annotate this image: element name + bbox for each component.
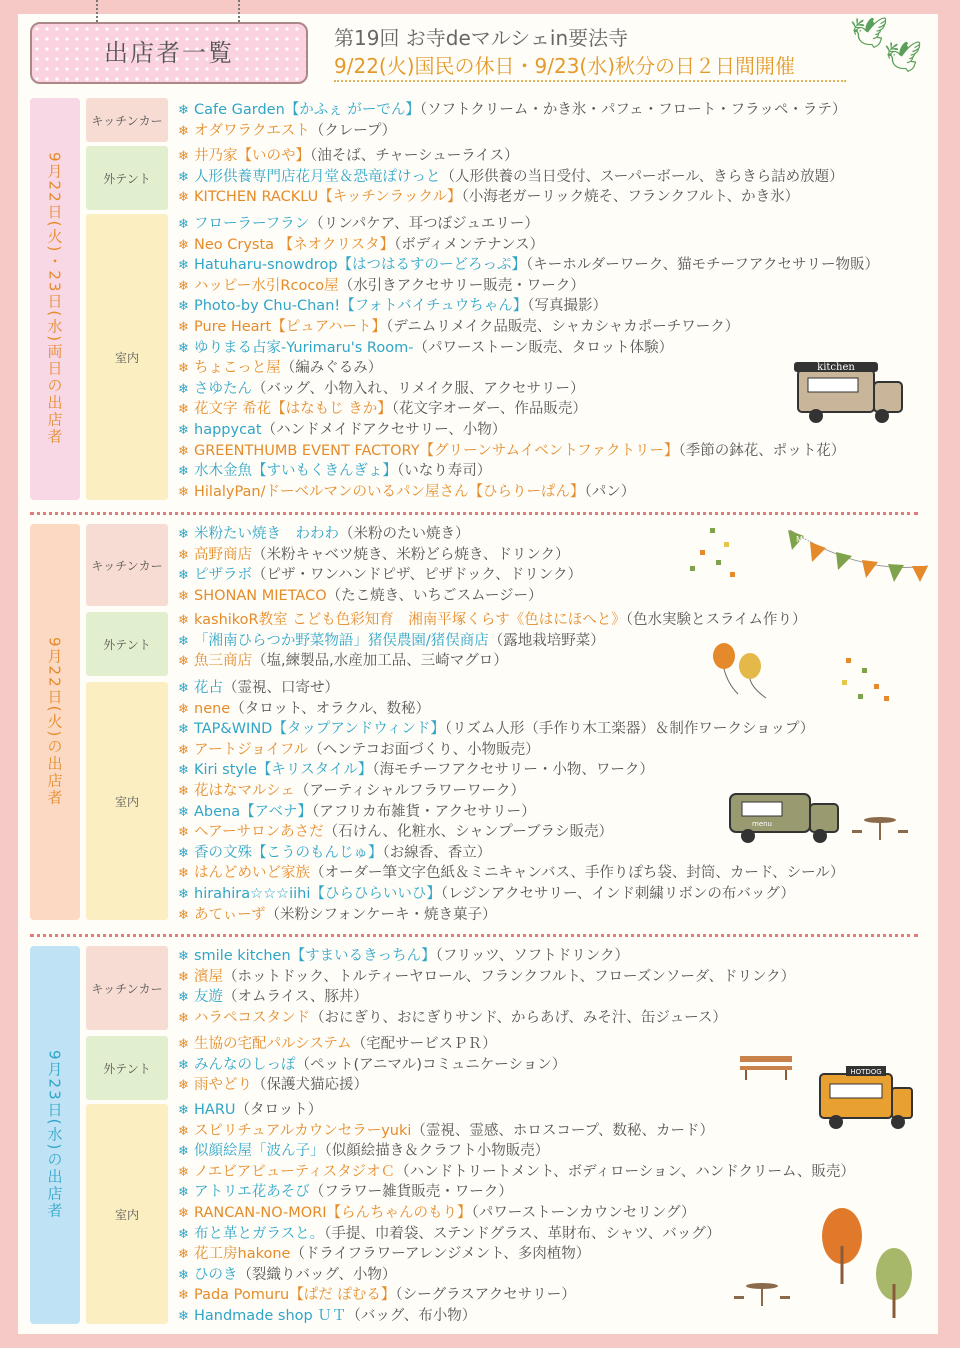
vendor-description: （ヘンテコお面づくり、小物販売） <box>308 741 540 758</box>
vendor-name: 水木金魚【すいもくきんぎょ】 <box>194 463 397 480</box>
vendor-description: （パン） <box>584 483 636 500</box>
vendor-name: ひのき <box>194 1266 238 1283</box>
vendor-row <box>178 338 879 359</box>
vendor-description: （油そば、チャーシューライス） <box>310 148 519 164</box>
vendor-name: オダワラクエスト <box>194 122 310 139</box>
vendor-description: （お線香、香立） <box>382 844 492 861</box>
vendor-name: ヘアーサロンあさだ <box>194 824 324 841</box>
category-kitchen-car: キッチンカー <box>86 946 168 1030</box>
vendor-description: （露地栽培野菜） <box>488 632 605 649</box>
truck-sign: menu <box>752 820 772 828</box>
vendor-description: （ボディメンテナンス） <box>394 236 545 253</box>
vendor-name: あてぃーず <box>194 906 266 923</box>
vendor-row <box>178 524 582 545</box>
snowflake-icon: ❄ <box>178 1267 189 1283</box>
vendor-name: さゆたん <box>194 380 252 397</box>
vendor-row <box>178 760 844 781</box>
snowflake-icon: ❄ <box>178 547 189 563</box>
vendor-list <box>178 1034 566 1096</box>
vendor-name: 「湘南ひらつか野菜物語」猪俣農園/猪俣商店 <box>194 632 489 649</box>
vendor-row <box>178 482 879 503</box>
vendor-name: nene <box>194 700 231 717</box>
vendor-description: （パワーストーン販売、タロット体験） <box>413 339 674 356</box>
snowflake-icon: ❄ <box>178 701 189 717</box>
snowflake-icon: ❄ <box>178 1144 189 1160</box>
category-outdoor-tent: 外テント <box>86 146 168 210</box>
snowflake-icon: ❄ <box>178 103 189 118</box>
food-truck-icon <box>726 786 846 846</box>
vendor-name: HARU <box>194 1102 236 1118</box>
vendor-row <box>178 1244 855 1265</box>
snowflake-icon: ❄ <box>178 1123 189 1139</box>
vendor-list <box>178 100 846 141</box>
snowflake-icon: ❄ <box>178 1103 189 1118</box>
category-kitchen-car: キッチンカー <box>86 98 168 142</box>
vendor-description: （海モチーフアクセサリー・小物、ワーク） <box>372 762 654 779</box>
bird-icon: 🕊 <box>884 40 923 75</box>
vendor-name: Pada Pomuru【ぱだ ぽむる】 <box>194 1287 396 1304</box>
vendor-name: 花はなマルシェ <box>194 782 295 799</box>
snowflake-icon: ❄ <box>178 588 189 604</box>
snowflake-icon: ❄ <box>178 1037 189 1052</box>
vendor-name: Kiri style【キリスタイル】 <box>194 762 373 779</box>
vendor-row <box>178 214 879 235</box>
vendor-description: （バッグ、小物入れ、リメイク服、アクセサリー） <box>252 380 585 397</box>
snowflake-icon: ❄ <box>178 1185 189 1201</box>
vendor-name: HilalyPan/ドーベルマンのいるパン屋さん【ひらりーぱん】 <box>194 483 585 500</box>
truck-sign: kitchen <box>817 362 855 373</box>
vendor-description: （編みぐるみ） <box>280 360 383 377</box>
vendor-description: （アーティシャルフラワーワーク） <box>294 782 525 799</box>
snowflake-icon: ❄ <box>178 907 189 923</box>
vendor-row <box>178 1182 855 1203</box>
vendor-description: （花文字オーダー、作品販売） <box>391 401 587 418</box>
snowflake-icon: ❄ <box>178 361 189 377</box>
day-label: 9月22日(火)・23日(水)両日の出店者 <box>45 152 64 446</box>
section-divider <box>30 934 918 937</box>
vendor-description: （米粉シフォンケーキ・焼き菓子） <box>265 906 497 923</box>
vendor-description: （保護犬猫応援） <box>252 1077 368 1094</box>
vendor-name: Abena【アベナ】 <box>194 803 313 820</box>
day-column <box>30 524 80 920</box>
snowflake-icon: ❄ <box>178 1247 189 1263</box>
vendor-description: （フリッツ、ソフトドリンク） <box>435 948 629 964</box>
banner-text: MARCHE <box>796 535 831 544</box>
vendor-row <box>178 1055 566 1076</box>
snowflake-icon: ❄ <box>178 217 189 232</box>
snowflake-icon: ❄ <box>178 1205 189 1221</box>
snowflake-icon: ❄ <box>178 866 189 882</box>
snowflake-icon: ❄ <box>178 1288 189 1304</box>
vendor-description: （宅配サービスＰＲ） <box>351 1036 497 1052</box>
vendor-name: Cafe Garden【かふぇ がーでん】 <box>194 102 420 118</box>
vendor-row <box>178 441 879 462</box>
balloons-icon <box>708 640 778 700</box>
vendor-row <box>178 545 582 566</box>
vendor-row <box>178 1162 855 1183</box>
vendor-description: （裂織りバッグ、小物） <box>237 1266 397 1283</box>
snowflake-icon: ❄ <box>178 190 189 206</box>
vendor-description: （ペット(アニマル)コミュニケーション） <box>295 1056 567 1073</box>
table-icon <box>732 1280 792 1310</box>
vendor-row <box>178 1121 855 1142</box>
snowflake-icon: ❄ <box>178 299 189 315</box>
vendor-description: （おにぎり、おにぎりサンド、からあげ、みそ汁、缶ジュース） <box>310 1009 727 1026</box>
snowflake-icon: ❄ <box>178 633 189 649</box>
vendor-name: 米粉たい焼き わわわ <box>194 526 339 542</box>
vendor-description: （ピザ・ワンハンドピザ、ピザドック、ドリンク） <box>252 567 583 584</box>
snowflake-icon: ❄ <box>178 845 189 861</box>
vendor-description: （石けん、化粧水、シャンプーブラシ販売） <box>323 824 614 841</box>
vendor-name: フローラーフラン <box>194 216 310 232</box>
vendor-row <box>178 586 582 607</box>
vendor-row <box>178 1075 566 1096</box>
vendor-name: happycat <box>194 421 262 438</box>
vendor-description: （キーホルダーワーク、猫モチーフアクセサリー物販） <box>526 257 879 274</box>
vendor-name: アートジョイフル <box>194 741 309 758</box>
vendor-description: （タロット） <box>235 1102 323 1118</box>
vendor-list <box>178 214 879 502</box>
vendor-row <box>178 905 844 926</box>
day-column <box>30 98 80 500</box>
table-icon <box>850 814 910 844</box>
vendor-description: （ソフトクリーム・かき氷・パフェ・フロート・フラッペ・ラテ） <box>419 102 847 118</box>
vendor-name: KITCHEN RACKLU【キッチンラックル】 <box>194 189 462 206</box>
vendor-name: アトリエ花あそび <box>194 1184 310 1201</box>
vendor-name: smile kitchen【すまいるきっちん】 <box>194 948 436 964</box>
vendor-description: （タロット、オラクル、数秘） <box>230 700 431 717</box>
vendor-row <box>178 461 879 482</box>
snowflake-icon: ❄ <box>178 484 189 500</box>
category-indoor: 室内 <box>86 1104 168 1324</box>
vendor-name: ゆりまる占家-Yurimaru's Room- <box>194 339 414 356</box>
day-label: 9月22日(火)の出店者 <box>45 637 64 807</box>
vendor-description: （ホットドック、トルティーヤロール、フランクフルト、フローズンソーダ、ドリンク） <box>223 968 796 985</box>
vendor-list <box>178 946 795 1028</box>
vendor-description: （ハンドメイドアクセサリー、小物） <box>261 421 507 438</box>
vendor-name: kashikoR教室 こども色彩知育 湘南平塚くらす《色はにほへと》 <box>194 612 626 628</box>
snowflake-icon: ❄ <box>178 258 189 274</box>
vendor-row <box>178 1008 795 1029</box>
vendor-description: （リンパケア、耳つぼジュエリー） <box>309 216 539 232</box>
vendor-description: （米粉キャベツ焼き、米粉どら焼き、ドリンク） <box>252 546 570 563</box>
vendor-description: （たこ焼き、いちごスムージー） <box>326 587 543 604</box>
vendor-description: （色水実験とスライム作り） <box>625 612 807 628</box>
vendor-description: （ハンドトリートメント、ボディローション、ハンドクリーム、販売） <box>395 1163 855 1180</box>
vendor-row <box>178 1034 566 1055</box>
vendor-description: （米粉のたい焼き） <box>339 526 470 542</box>
marche-banner-icon <box>680 520 930 600</box>
day-label: 9月23日(水)の出店者 <box>45 1050 64 1220</box>
vendor-description: （水引きアクセサリー販売・ワーク） <box>338 277 585 294</box>
vendor-description: （フラワー雑貨販売・ワーク） <box>309 1184 513 1201</box>
snowflake-icon: ❄ <box>178 340 189 356</box>
vendor-name: 友遊 <box>194 989 223 1006</box>
snowflake-icon: ❄ <box>178 1057 189 1073</box>
category-indoor: 室内 <box>86 214 168 500</box>
vendor-row <box>178 399 879 420</box>
vendor-list <box>178 146 844 208</box>
snowflake-icon: ❄ <box>178 1226 189 1242</box>
vendor-description: （アフリカ布雑貨・アクセサリー） <box>312 803 536 820</box>
event-title: 第19回 お寺deマルシェin要法寺 <box>334 26 629 50</box>
vendor-description: （オーダー筆文字色紙＆ミニキャンバス、手作りぽち袋、封筒、カード、シール） <box>310 865 845 882</box>
vendor-name: スピリチュアルカウンセラーyuki <box>194 1122 412 1139</box>
vendor-row <box>178 420 879 441</box>
vendor-name: GREENTHUMB EVENT FACTORY【グリーンサムイベントファクトリー】 <box>194 442 679 459</box>
snowflake-icon: ❄ <box>178 464 189 480</box>
vendor-row <box>178 1203 855 1224</box>
vendor-description: （霊視、霊感、ホロスコープ、数秘、カード） <box>411 1122 715 1139</box>
vendor-name: 魚三商店 <box>194 653 252 670</box>
confetti-icon <box>836 654 896 704</box>
snowflake-icon: ❄ <box>178 1010 189 1026</box>
bird-icon: 🕊 <box>850 16 889 51</box>
snowflake-icon: ❄ <box>178 123 189 139</box>
vendor-description: （季節の鉢花、ポット花） <box>678 442 846 459</box>
vendor-name: hirahira☆☆☆iihi【ひらひらいいひ】 <box>194 885 441 902</box>
vendor-row <box>178 276 879 297</box>
vendor-row <box>178 565 582 586</box>
vendor-row <box>178 946 795 967</box>
vendor-description: （オムライス、豚丼） <box>223 989 368 1006</box>
vendor-description: （小海老ガーリック焼そ、フランクフルト、かき氷） <box>461 189 800 206</box>
vendor-row <box>178 610 807 631</box>
vendor-row <box>178 187 844 208</box>
vendor-name: 花文字 希花【はなもじ きか】 <box>194 401 392 418</box>
event-dates: 9/22(火)国民の休日・9/23(水)秋分の日２日間開催 <box>334 54 796 78</box>
snowflake-icon: ❄ <box>178 422 189 438</box>
vendor-name: 井乃家【いのや】 <box>194 148 310 164</box>
vendor-name: Photo-by Chu-Chan!【フォトバイチュウちゃん】 <box>194 298 528 315</box>
vendor-description: （人形供養の当日受付、スーパーボール、きらきら詰め放題） <box>440 168 844 185</box>
snowflake-icon: ❄ <box>178 1308 189 1324</box>
category-outdoor-tent: 外テント <box>86 1036 168 1100</box>
header-dotted-line <box>334 80 846 82</box>
vendor-name: 布と革とガラスと。 <box>194 1225 325 1242</box>
vendor-row <box>178 358 879 379</box>
vendor-description: （塩,練製品,水産加工品、三崎マグロ） <box>252 653 508 670</box>
vendor-list <box>178 524 582 606</box>
vendor-row <box>178 146 844 167</box>
snowflake-icon: ❄ <box>178 1164 189 1180</box>
vendor-name: 人形供養専門店花月堂＆恐竜ぽけっと <box>194 168 441 185</box>
snowflake-icon: ❄ <box>178 443 189 459</box>
vendor-name: ちょこっと屋 <box>194 360 281 377</box>
vendor-row <box>178 379 879 400</box>
snowflake-icon: ❄ <box>178 149 189 164</box>
vendor-description: （いなり寿司） <box>397 463 492 480</box>
vendor-row <box>178 699 844 720</box>
snowflake-icon: ❄ <box>178 654 189 670</box>
snowflake-icon: ❄ <box>178 804 189 820</box>
section-divider <box>30 512 918 515</box>
exhibitor-list-sign <box>30 22 308 84</box>
snowflake-icon: ❄ <box>178 319 189 335</box>
vendor-name: 香の文殊【こうのもんじゅ】 <box>194 844 383 861</box>
category-kitchen-car: キッチンカー <box>86 524 168 606</box>
snowflake-icon: ❄ <box>178 237 189 253</box>
snowflake-icon: ❄ <box>178 783 189 799</box>
vendor-name: Pure Heart【ピュアハート】 <box>194 318 387 335</box>
day-column <box>30 946 80 1324</box>
snowflake-icon: ❄ <box>178 763 189 779</box>
vendor-row <box>178 121 846 142</box>
vendor-name: ノエビアビューティスタジオＣ <box>194 1163 396 1180</box>
vendor-name: 生協の宅配パルシステム <box>194 1036 352 1052</box>
vendor-row <box>178 1141 855 1162</box>
vendor-name: Handmade shop ＵＴ <box>194 1307 347 1324</box>
snowflake-icon: ❄ <box>178 381 189 397</box>
vendor-row <box>178 296 879 317</box>
vendor-description: （デニムリメイク品販売、シャカシャカポーチワーク） <box>386 318 740 335</box>
vendor-name: RANCAN-NO-MORI【らんちゃんのもり】 <box>194 1204 472 1221</box>
snowflake-icon: ❄ <box>178 613 189 628</box>
tree-icon <box>872 1246 916 1320</box>
vendor-description: （クレープ） <box>309 122 397 139</box>
vendor-row <box>178 967 795 988</box>
vendor-row <box>178 317 879 338</box>
vendor-row <box>178 1100 855 1121</box>
snowflake-icon: ❄ <box>178 568 189 584</box>
vendor-row <box>178 987 795 1008</box>
vendor-row <box>178 235 879 256</box>
vendor-description: （写真撮影） <box>527 298 607 315</box>
snowflake-icon: ❄ <box>178 681 189 696</box>
snowflake-icon: ❄ <box>178 886 189 902</box>
snowflake-icon: ❄ <box>178 990 189 1006</box>
bench-icon <box>738 1052 794 1082</box>
vendor-description: （パワーストーンカウンセリング） <box>471 1204 696 1221</box>
snowflake-icon: ❄ <box>178 722 189 738</box>
vendor-name: ハッピー水引Rcoco屋 <box>194 277 339 294</box>
vendor-description: （シーグラスアクセサリー） <box>395 1287 576 1304</box>
vendor-name: 雨やどり <box>194 1077 252 1094</box>
snowflake-icon: ❄ <box>178 949 189 964</box>
vendor-name: 似顔絵屋「波ん子」 <box>194 1143 325 1160</box>
snowflake-icon: ❄ <box>178 527 189 542</box>
vendor-name: SHONAN MIETACO <box>194 587 327 604</box>
snowflake-icon: ❄ <box>178 1078 189 1094</box>
vendor-row <box>178 167 844 188</box>
vendor-name: ピザラボ <box>194 567 252 584</box>
snowflake-icon: ❄ <box>178 969 189 985</box>
vendor-row <box>178 740 844 761</box>
vendor-description: （リズム人形（手作り木工楽器）＆制作ワークショップ） <box>444 721 815 738</box>
sign-text: 出店者一覧 <box>104 39 234 67</box>
vendor-name: 高野商店 <box>194 546 252 563</box>
vendor-name: 濱屋 <box>194 968 223 985</box>
category-indoor: 室内 <box>86 682 168 920</box>
snowflake-icon: ❄ <box>178 169 189 185</box>
snowflake-icon: ❄ <box>178 742 189 758</box>
vendor-description: （手提、巾着袋、ステンドグラス、革財布、シャツ、バッグ） <box>324 1225 721 1242</box>
vendor-name: ハラペコスタンド <box>194 1009 310 1026</box>
hotdog-truck-icon <box>816 1064 916 1134</box>
vendor-name: Neo Crysta 【ネオクリスタ】 <box>194 236 395 253</box>
vendor-row <box>178 1224 855 1245</box>
vendor-name: 花占 <box>194 680 223 696</box>
tree-icon <box>818 1206 866 1286</box>
truck-sign: HOTDOG <box>850 1068 882 1076</box>
food-truck-icon <box>790 356 910 428</box>
vendor-name: Hatuharu-snowdrop【はつはるすのーどろっぷ】 <box>194 257 527 274</box>
vendor-row <box>178 100 846 121</box>
vendor-row <box>178 884 844 905</box>
vendor-row <box>178 255 879 276</box>
vendor-description: （バッグ、布小物） <box>346 1307 477 1324</box>
category-outdoor-tent: 外テント <box>86 612 168 676</box>
vendor-description: （似顔絵描き＆クラフト小物販売） <box>324 1143 550 1160</box>
vendor-name: みんなのしっぽ <box>194 1056 296 1073</box>
vendor-row <box>178 863 844 884</box>
snowflake-icon: ❄ <box>178 278 189 294</box>
vendor-name: TAP&WIND【タップアンドウィンド】 <box>194 721 445 738</box>
vendor-row <box>178 719 844 740</box>
vendor-description: （霊視、口寄せ） <box>223 680 339 696</box>
snowflake-icon: ❄ <box>178 402 189 418</box>
vendor-name: 花工房hakone <box>194 1246 291 1263</box>
vendor-name: はんどめいど家族 <box>194 865 310 882</box>
vendor-description: （レジンアクセサリー、インド刺繍リボンの布バッグ） <box>440 885 795 902</box>
vendor-description: （ドライフラワーアレンジメント、多肉植物） <box>290 1246 591 1263</box>
snowflake-icon: ❄ <box>178 825 189 841</box>
